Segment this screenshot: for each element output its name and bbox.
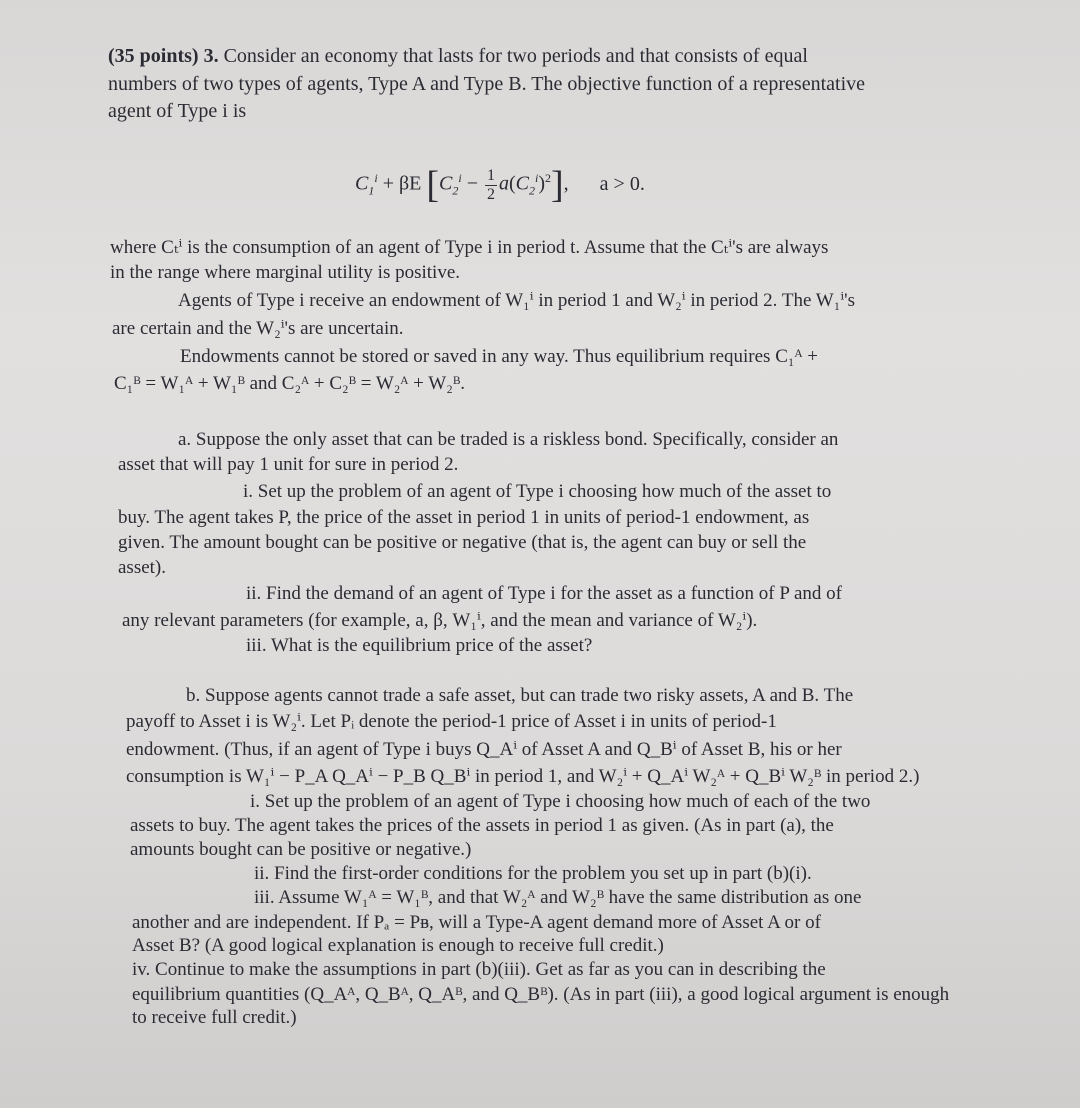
part-b-line-3: endowment. (Thus, if an agent of Type i buys Q_Aⁱ of Asset A and Q_Bⁱ of Asset B, his or her <box>126 739 842 760</box>
body-p1-line-2: in the range where marginal utility is positive. <box>110 262 461 283</box>
part-a-line-2: asset that will pay 1 unit for sure in period 2. <box>118 454 459 475</box>
part-b-line-1: b. Suppose agents cannot trade a safe asset, but can trade two risky assets, A and B. The <box>186 685 854 706</box>
objective-function-equation: $C_1^i + \beta E$ [$C_2^i$ − $\frac{1}{2}$ $a(C_2^i)^2$], a > 0. <box>355 164 645 207</box>
body-p3-line-1: Endowments cannot be stored or saved in any way. Thus equilibrium requires C₁ᴬ + <box>180 346 818 367</box>
part-b-line-14: to receive full credit.) <box>132 1007 297 1028</box>
part-b-line-9: iii. Assume W₁ᴬ = W₁ᴮ, and that W₂ᴬ and W₂ᴮ have the same distribution as one <box>254 887 862 908</box>
part-b-line-4: consumption is W₁ⁱ − P_A Q_Aⁱ − P_B Q_Bⁱ in period 1, and W₂ⁱ + Q_Aⁱ W₂ᴬ + Q_Bⁱ W₂ᴮ in period 2.) <box>126 766 920 787</box>
part-b-line-2: payoff to Asset i is W₂ⁱ. Let Pᵢ denote the period-1 price of Asset i in units of period-1 <box>126 711 777 732</box>
part-a-line-9: iii. What is the equilibrium price of the asset? <box>246 635 593 656</box>
body-p2-line-2: are certain and the W₂ⁱ's are uncertain. <box>112 318 404 339</box>
eq-condition: a > 0. <box>599 172 645 195</box>
part-a-line-5: given. The amount bought can be positive or negative (that is, the agent can buy or sell the <box>118 532 807 553</box>
intro-line-1: Consider an economy that lasts for two periods and that consists of equal <box>223 45 808 67</box>
eq-beta-e: + βE <box>382 172 422 195</box>
eq-c1: C <box>355 172 369 195</box>
body-p2-line-1: Agents of Type i receive an endowment of W₁ⁱ in period 1 and W₂ⁱ in period 2. The W₁ⁱ's <box>178 290 855 311</box>
body-p3-line-2: C₁ᴮ = W₁ᴬ + W₁ᴮ and C₂ᴬ + C₂ᴮ = W₂ᴬ + W₂ᴮ. <box>114 373 465 394</box>
part-b-line-7: amounts bought can be positive or negative.) <box>130 839 472 860</box>
part-b-line-12: iv. Continue to make the assumptions in part (b)(iii). Get as far as you can in describing the <box>132 959 826 980</box>
problem-header-line <box>108 44 808 68</box>
part-a-line-8: any relevant parameters (for example, a, β, W₁ⁱ, and the mean and variance of W₂ⁱ). <box>122 610 758 631</box>
body-p1-line-1: where Cₜⁱ is the consumption of an agent of Type i in period t. Assume that the Cₜⁱ's are always <box>110 237 829 258</box>
part-b-line-10: another and are independent. If Pₐ = Pᴃ, will a Type-A agent demand more of Asset A or of <box>132 912 821 933</box>
part-a-line-3: i. Set up the problem of an agent of Type i choosing how much of the asset to <box>243 481 832 502</box>
eq-fraction-half: $\frac{1}{2}$ <box>486 166 495 203</box>
part-a-line-7: ii. Find the demand of an agent of Type i for the asset as a function of P and of <box>246 583 842 604</box>
intro-line-3: agent of Type i is <box>108 100 247 122</box>
part-b-line-11: Asset B? (A good logical explanation is enough to receive full credit.) <box>132 935 664 956</box>
part-b-line-13: equilibrium quantities (Q_Aᴬ, Q_Bᴬ, Q_Aᴮ, and Q_Bᴮ). (As in part (iii), a good logical argument is enough <box>132 984 950 1005</box>
part-a-line-6: asset). <box>118 557 167 578</box>
part-b-line-6: assets to buy. The agent takes the prices of the assets in period 1 as given. (As in part (a), the <box>130 815 834 836</box>
part-a-line-1: a. Suppose the only asset that can be traded is a riskless bond. Specifically, consider an <box>178 429 839 450</box>
problem-points: (35 points) 3. <box>108 45 219 67</box>
part-b-line-5: i. Set up the problem of an agent of Type i choosing how much of each of the two <box>250 791 871 812</box>
part-a-line-4: buy. The agent takes P, the price of the asset in period 1 in units of period-1 endowment, as <box>118 507 810 528</box>
part-b-line-8: ii. Find the first-order conditions for the problem you set up in part (b)(i). <box>254 863 812 884</box>
intro-line-2: numbers of two types of agents, Type A and Type B. The objective function of a representative <box>108 73 866 95</box>
